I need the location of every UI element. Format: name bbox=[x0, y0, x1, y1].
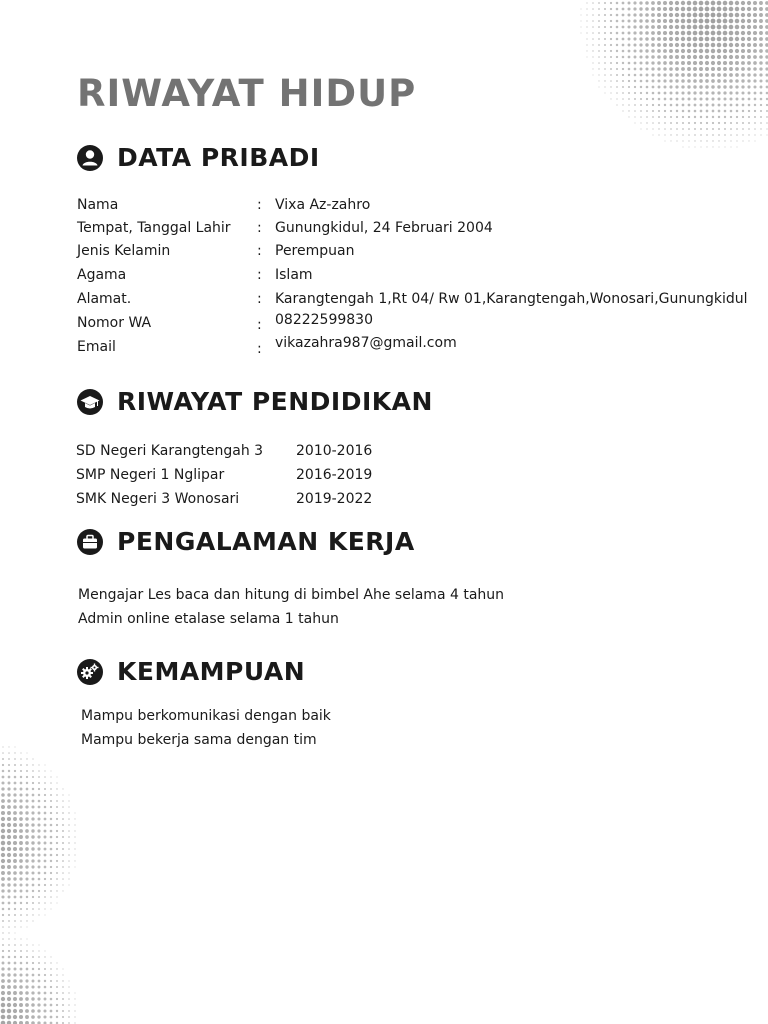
school-name: SMK Negeri 3 Wonosari bbox=[76, 491, 240, 507]
graduation-cap-icon bbox=[76, 388, 104, 416]
field-value: Islam bbox=[275, 267, 313, 283]
field-value: 08222599830 bbox=[275, 312, 373, 328]
field-label: Jenis Kelamin bbox=[77, 243, 171, 259]
section-title: DATA PRIBADI bbox=[117, 143, 320, 172]
field-separator: : bbox=[257, 317, 262, 333]
work-experience-item: Admin online etalase selama 1 tahun bbox=[78, 611, 339, 627]
field-separator: : bbox=[257, 341, 262, 357]
field-label: Email bbox=[77, 339, 116, 355]
work-experience-item: Mengajar Les baca dan hitung di bimbel Ahe selama 4 tahun bbox=[78, 587, 505, 603]
section-heading-pengalaman-kerja bbox=[76, 527, 415, 556]
school-years: 2016-2019 bbox=[296, 467, 373, 483]
briefcase-icon bbox=[76, 528, 104, 556]
section-title: PENGALAMAN KERJA bbox=[117, 527, 415, 556]
section-heading-data-pribadi bbox=[76, 143, 320, 172]
field-label: Nomor WA bbox=[77, 315, 152, 331]
school-years: 2019-2022 bbox=[296, 491, 373, 507]
field-value: vikazahra987@gmail.com bbox=[275, 335, 457, 351]
section-heading-riwayat-pendidikan bbox=[76, 387, 433, 416]
section-title: RIWAYAT PENDIDIKAN bbox=[117, 387, 433, 416]
field-separator: : bbox=[257, 220, 262, 236]
field-separator: : bbox=[257, 291, 262, 307]
section-title: KEMAMPUAN bbox=[117, 657, 306, 686]
field-label: Alamat. bbox=[77, 291, 132, 307]
field-value: Gunungkidul, 24 Februari 2004 bbox=[275, 220, 493, 236]
halftone-circle-decoration bbox=[560, 0, 768, 150]
field-separator: : bbox=[257, 197, 262, 213]
school-years: 2010-2016 bbox=[296, 443, 373, 459]
halftone-circle-decoration bbox=[0, 720, 100, 1024]
section-heading-kemampuan bbox=[76, 657, 305, 686]
school-name: SD Negeri Karangtengah 3 bbox=[76, 443, 264, 459]
gears-icon bbox=[76, 658, 104, 686]
field-label: Nama bbox=[77, 197, 119, 213]
skill-item: Mampu berkomunikasi dengan baik bbox=[81, 708, 331, 724]
page-title: RIWAYAT HIDUP bbox=[77, 72, 417, 115]
field-value: Perempuan bbox=[275, 243, 355, 259]
field-value: Vixa Az-zahro bbox=[275, 197, 371, 213]
field-value: Karangtengah 1,Rt 04/ Rw 01,Karangtengah,Wonosari,Gunungkidul bbox=[275, 291, 748, 307]
field-separator: : bbox=[257, 267, 262, 283]
field-separator: : bbox=[257, 243, 262, 259]
skill-item: Mampu bekerja sama dengan tim bbox=[81, 732, 317, 748]
person-icon bbox=[76, 144, 104, 172]
field-label: Tempat, Tanggal Lahir bbox=[77, 220, 231, 236]
school-name: SMP Negeri 1 Nglipar bbox=[76, 467, 225, 483]
field-label: Agama bbox=[77, 267, 127, 283]
